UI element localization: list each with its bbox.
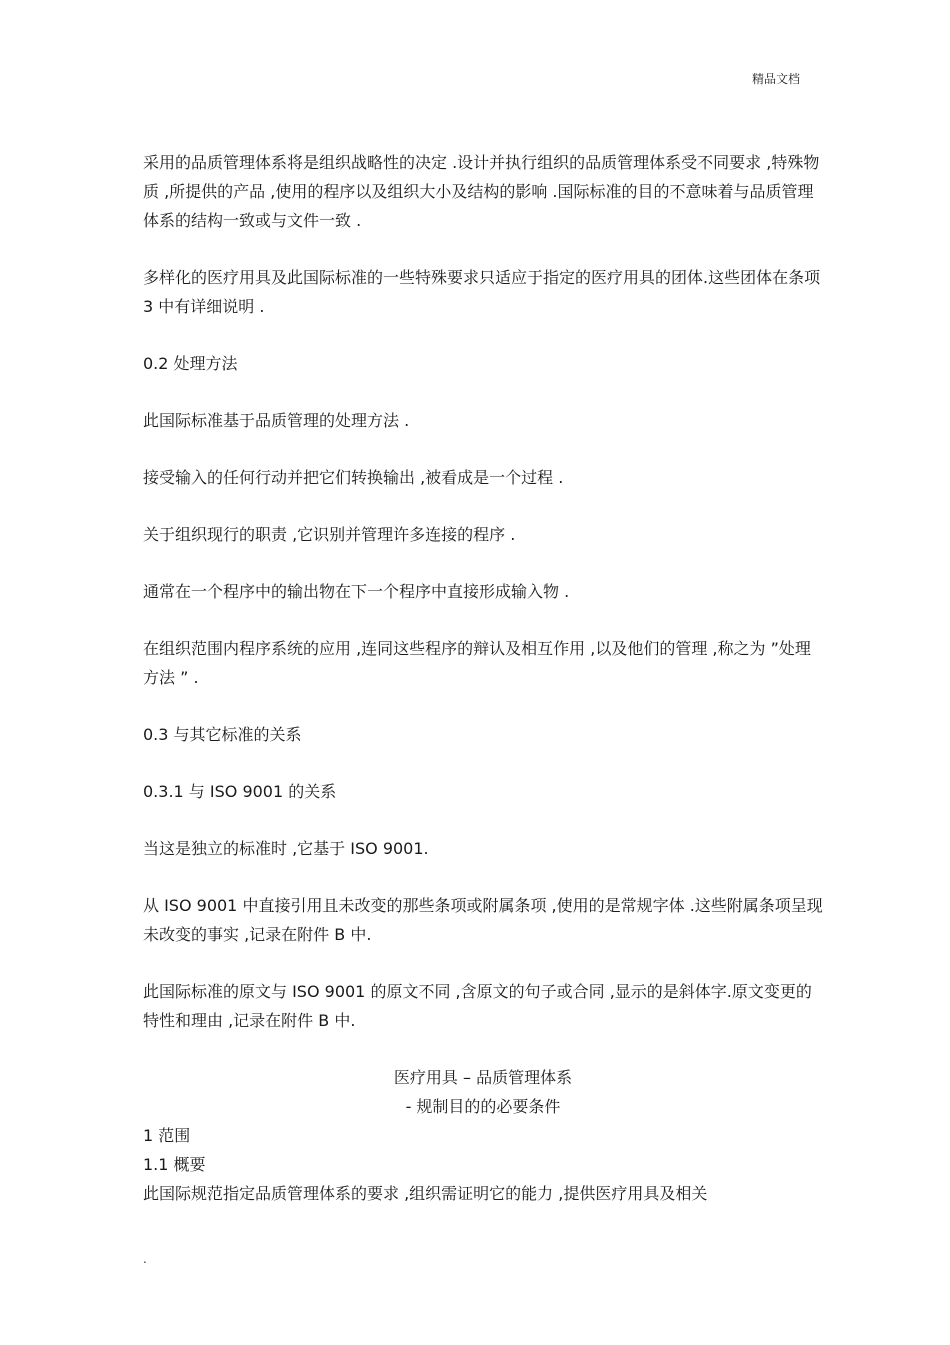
header-label: 精品文档 bbox=[752, 72, 801, 86]
section-heading-0-3-1: 0.3.1 与 ISO 9001 的关系 bbox=[143, 782, 337, 801]
paragraph-iso-quoted: 从 ISO 9001 中直接引用且未改变的那些条项或附属条项 ,使用的是常规字体 .这些附属条项呈现未改变的事实 ,记录在附件 B 中. bbox=[143, 896, 823, 944]
paragraph-scope-general: 此国际规范指定品质管理体系的要求 ,组织需证明它的能力 ,提供医疗用具及相关 bbox=[143, 1184, 708, 1203]
section-heading-1: 1 范围 bbox=[143, 1126, 191, 1145]
document-title-block bbox=[143, 1063, 823, 1121]
paragraph-iso-basis: 当这是独立的标准时 ,它基于 ISO 9001. bbox=[143, 839, 429, 858]
section-heading-1-1: 1.1 概要 bbox=[143, 1155, 206, 1174]
document-title-line-2: - 规制目的的必要条件 bbox=[405, 1097, 561, 1116]
document-title-line-1: 医疗用具 – 品质管理体系 bbox=[393, 1068, 573, 1087]
paragraph-iso-differences: 此国际标准的原文与 ISO 9001 的原文不同 ,含原文的句子或合同 ,显示的是斜体字.原文变更的特性和理由 ,记录在附件 B 中. bbox=[143, 982, 812, 1030]
paragraph-process-definition: 接受输入的任何行动并把它们转换输出 ,被看成是一个过程 . bbox=[143, 468, 564, 487]
paragraph-intro: 采用的品质管理体系将是组织战略性的决定 .设计并执行组织的品质管理体系受不同要求 ,特殊物质 ,所提供的产品 ,使用的程序以及组织大小及结构的影响 .国际标准的目的不意味着与品质管理体系的结构一致或与文件一致 . bbox=[143, 153, 820, 230]
paragraph-medical-devices: 多样化的医疗用具及此国际标准的一些特殊要求只适应于指定的医疗用具的团体.这些团体在条项 3 中有详细说明 . bbox=[143, 268, 826, 316]
paragraph-process-approach: 此国际标准基于品质管理的处理方法 . bbox=[143, 411, 410, 430]
document-body bbox=[143, 148, 826, 1208]
section-heading-0-3: 0.3 与其它标准的关系 bbox=[143, 725, 302, 744]
paragraph-process-system: 在组织范围内程序系统的应用 ,连同这些程序的辩认及相互作用 ,以及他们的管理 ,称之为 ”处理方法 ” . bbox=[143, 639, 811, 687]
section-heading-0-2: 0.2 处理方法 bbox=[143, 354, 238, 373]
paragraph-organization-duties: 关于组织现行的职责 ,它识别并管理许多连接的程序 . bbox=[143, 525, 516, 544]
paragraph-output-input: 通常在一个程序中的输出物在下一个程序中直接形成输入物 . bbox=[143, 582, 570, 601]
footer-mark: . bbox=[143, 1252, 147, 1266]
